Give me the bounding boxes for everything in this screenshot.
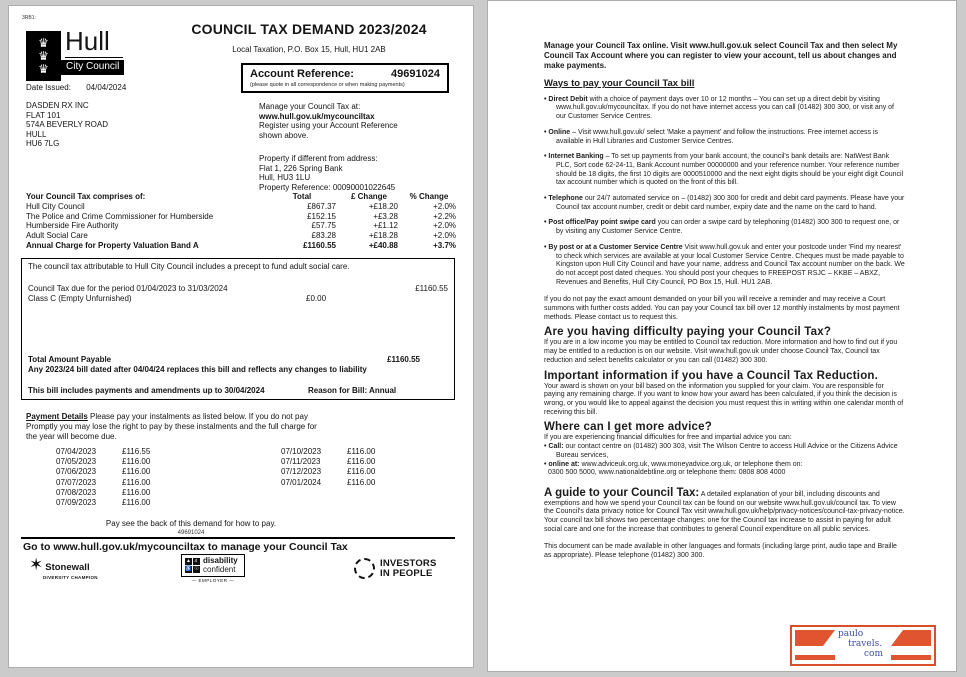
- manage-online-note: [259, 102, 398, 140]
- text-line: Flat 1, 226 Spring Bank: [259, 163, 343, 173]
- tax-component-value: +£18.20: [368, 201, 398, 211]
- bullet-item: • Post office/Pay point swipe card you can order a swipe card by telephoning (01482) 300 300 to request one, or by visiting any Customer Service Centre.: [544, 219, 900, 236]
- star-icon: ✶: [29, 555, 44, 574]
- instalment-date: 07/08/2023: [56, 487, 97, 497]
- instalment-amount: £116.00: [347, 467, 376, 477]
- investors-line1: INVESTORS: [380, 557, 437, 569]
- tax-component-value: £57.75: [311, 221, 336, 231]
- account-reference-note: (please quote in all correspondence or when making payments): [250, 82, 405, 88]
- date-issued-label: Date Issued:: [26, 83, 71, 92]
- tax-component-value: +2.0%: [433, 221, 456, 231]
- paulo-travels-watermark: [790, 625, 936, 666]
- advice-list: [544, 443, 906, 469]
- percentage-note: Your council tax bill shows two percentage changes: one for the Council tax increase to assist in paying for adult social care and one for the increase that contributes to general Council expenditure on all public services.: [544, 517, 891, 533]
- tax-component-value: £867.37: [307, 201, 336, 211]
- reminder-paragraph: If you do not pay the exact amount demanded on your bill you will receive a reminder and may receive a Court summons with further costs added. You can pay your Council tax bill over 12 monthly instalments by most payment methods. Please contact us to request this.: [544, 296, 900, 321]
- crown-icon: ♛: [38, 61, 49, 76]
- tax-component-value: +£3.28: [373, 211, 398, 221]
- instalment-amount: £116.00: [347, 457, 376, 467]
- account-reference-value: 49691024: [391, 68, 440, 80]
- text-line: Property if different from address:: [259, 154, 378, 163]
- employer-label: — EMPLOYER —: [191, 578, 235, 583]
- watermark-text: travels.: [848, 639, 883, 649]
- instalment-amount: £116.00: [122, 487, 151, 497]
- advice-phone-line: 0300 500 5000, www.nationaldebtline.org or telephone them: 0808 808 4000: [548, 469, 786, 477]
- table-caption: Your Council Tax comprises of:: [26, 192, 146, 201]
- payment-details-text: Please pay your instalments as listed below. If you do not pay: [87, 412, 308, 421]
- payment-details-title: Payment Details: [26, 412, 88, 421]
- instalment-schedule-left: [56, 447, 192, 508]
- disability-word: disability: [203, 556, 238, 565]
- instalment-date: 07/01/2024: [281, 477, 322, 487]
- instalment-date: 07/09/2023: [56, 498, 97, 508]
- instalment-date: 07/05/2023: [56, 457, 97, 467]
- difficulty-text: If you are in a low income you may be entitled to Council tax reduction. More information and how to find out if you may be entitled to a reduction is on our website. Visit www.hull.gov.uk under choose Council Tax, Council tax reduction and select benefits calculator or you can call (01482) 300 300.: [544, 339, 898, 364]
- investors-line2: IN PEOPLE: [380, 567, 433, 579]
- replacement-note: Any 2023/24 bill dated after 04/04/24 replaces this bill and reflects any changes to liability: [28, 365, 367, 374]
- guide-text: A detailed explanation of your bill, including discounts and exemptions and how we spend your Council tax can be found on our website www.hull.gov.uk/council tax. To view the Council's data privacy notice for Council Tax visit www.hull.gov.uk/help/privacy-notices/council-tax-privacy-notice.: [544, 490, 905, 516]
- disability-confident-badge: [181, 554, 245, 583]
- instalment-amount: £116.00: [122, 477, 151, 487]
- reason-for-bill: Reason for Bill: Annual: [308, 386, 397, 395]
- document-subtitle: Local Taxation, P.O. Box 15, Hull, HU1 2AB: [232, 45, 386, 54]
- bill-back-page: [487, 0, 957, 672]
- payment-details-intro: [26, 412, 366, 441]
- text-line: Hull, HU3 1LU: [259, 173, 311, 183]
- text-line: www.hull.gov.uk/mycounciltax: [259, 111, 375, 121]
- hull-city-council-crest-icon: [26, 31, 61, 81]
- tax-breakdown-table: [26, 192, 458, 251]
- bill-summary-box: [21, 258, 455, 400]
- guide-heading: A guide to your Council Tax:: [544, 486, 700, 499]
- logo-underline: [65, 57, 123, 58]
- guide-paragraph: [544, 486, 906, 535]
- property-address-note: [259, 154, 395, 192]
- watermark-text: paulo: [838, 629, 864, 639]
- tax-component-label: Adult Social Care: [26, 231, 88, 241]
- tax-component-label: Humberside Fire Authority: [26, 221, 119, 231]
- instalment-amount: £116.00: [122, 457, 151, 467]
- ways-to-pay-heading: Ways to pay your Council Tax bill: [544, 78, 695, 89]
- pay-back-note: Pay see the back of this demand for how to pay.: [105, 519, 277, 528]
- tax-component-value: +3.7%: [433, 240, 456, 250]
- bill-front-page: [8, 5, 474, 668]
- column-header-change: £ Change: [350, 192, 387, 201]
- instalment-amount: £116.00: [122, 498, 151, 508]
- advice-intro: If you are experiencing financial difficulties for free and impartial advice you can:: [544, 434, 792, 442]
- instalment-date: 07/11/2023: [281, 457, 321, 467]
- tax-component-value: +2.0%: [433, 201, 456, 211]
- reduction-heading: Important information if you have a Council Tax Reduction.: [544, 369, 879, 382]
- tax-component-value: +£40.88: [368, 240, 398, 250]
- class-amount: £0.00: [306, 294, 327, 303]
- bullet-item: • Direct Debit with a choice of payment days over 10 or 12 months – You can set up a direct debit by visiting www.hull.gov.uk/mycounciltax. If you do not have internet access you can call (01482) 300 300, or visit any of our Customer Service Centres.: [544, 95, 894, 121]
- tax-component-value: +2.0%: [433, 231, 456, 241]
- divider-rule: [21, 537, 455, 539]
- stonewall-label: Stonewall: [45, 562, 90, 573]
- period-amount: £1160.55: [415, 284, 448, 293]
- class-label: Class C (Empty Unfurnished): [28, 294, 132, 303]
- payment-details-text: the year will become due.: [26, 431, 117, 441]
- confident-word: confident: [203, 565, 236, 574]
- date-issued-row: [26, 83, 126, 92]
- instalment-date: 07/10/2023: [281, 447, 322, 456]
- account-ref-small: 49691024: [177, 530, 205, 536]
- text-line: shown above.: [259, 130, 309, 140]
- instalment-date: 07/04/2023: [56, 447, 97, 456]
- manage-council-tax-footer: Go to www.hull.gov.uk/mycounciltax to manage your Council Tax: [23, 541, 348, 553]
- precept-note: The council tax attributable to Hull City Council includes a precept to fund adult social care.: [28, 262, 350, 271]
- bullet-item: • Call: our contact centre on (01482) 300 303, visit The Wilson Centre to access Hull Advice or the Citizens Advice Bureau services,: [544, 443, 898, 459]
- print-batch-code: 3RB1:: [22, 15, 36, 21]
- tax-component-label: Hull City Council: [26, 201, 85, 211]
- includes-note: This bill includes payments and amendments up to 30/04/2024: [28, 386, 265, 395]
- text-line: HU6 7LG: [26, 139, 60, 149]
- logo-wordmark: Hull: [65, 26, 110, 56]
- manage-online-intro: Manage your Council Tax online. Visit www.hull.gov.uk select Council Tax and then select My Council Tax Account where you can register to view your account, tell us about changes and make payments.: [544, 41, 898, 70]
- crown-icon: ♛: [38, 35, 49, 50]
- instalment-amount: £116.00: [347, 447, 376, 456]
- bullet-item: • online at: www.adviceuk.org.uk, www.moneyadvice.org.uk, or telephone them on:: [544, 460, 803, 468]
- tax-component-label: The Police and Crime Commissioner for Humberside: [26, 211, 214, 221]
- instalment-date: 07/12/2023: [281, 467, 322, 477]
- bullet-item: • By post or at a Customer Service Centre Visit www.hull.gov.uk and enter your postcode under 'Find my nearest' to check which services are available at your local Customer Service Centre. Cheques must be made payable to Kingston upon Hull City Council and have your name, address and Council Tax account number on the back. We do not accept post dated cheques. You should post your cheques to FREEPOST RSJC – KKBE – ABXZ, Revenues and Benefits, Hull City Council, PO Box 15, Hull. HU1 2AB.: [544, 243, 905, 286]
- column-header-pct-change: % Change: [409, 192, 449, 201]
- total-payable-amount: £1160.55: [387, 355, 420, 364]
- tax-component-value: +2.2%: [433, 211, 456, 221]
- instalment-date: 07/06/2023: [56, 467, 97, 477]
- stonewall-badge: [29, 557, 98, 580]
- text-line: HULL: [26, 129, 47, 139]
- reduction-text: Your award is shown on your bill based on the information you supplied for your claim. You are responsible for paying any remaining charge. If you want to know how your award has been calculated, if you think the decision is wrong, or you would like to appeal against the decision you must request this in writing within one calendar month of receiving this bill.: [544, 382, 904, 416]
- tax-component-label: Annual Charge for Property Valuation Band A: [26, 240, 199, 250]
- text-line: DASDEN RX INC: [26, 101, 89, 110]
- disability-confident-icon: ▲ ♬ ♿ ☉: [185, 558, 199, 572]
- document-title: COUNCIL TAX DEMAND 2023/2024: [191, 21, 427, 37]
- payment-details-text: Promptly you may lose the right to pay by these instalments and the full charge for: [26, 421, 317, 431]
- watermark-bar-icon: [891, 655, 931, 660]
- stonewall-sublabel: DIVERSITY CHAMPION: [43, 575, 98, 580]
- recipient-address: [26, 101, 108, 149]
- watermark-bar-icon: [795, 655, 835, 660]
- text-line: Register using your Account Reference: [259, 121, 398, 131]
- logo-subtitle: City Council: [61, 60, 124, 75]
- tax-component-value: £152.15: [307, 211, 336, 221]
- watermark-shape-icon: [891, 630, 931, 646]
- bullet-item: • Online – Visit www.hull.gov.uk/ select 'Make a payment' and follow the instructions. Free internet access is available in Hull Libraries and Customer Service Centres.: [544, 128, 879, 145]
- languages-note: This document can be made available in other languages and formats (including large print, audio tape and Braille as appropriate). Please telephone (01482) 300 300.: [544, 543, 897, 560]
- tax-component-value: £1160.55: [303, 240, 336, 250]
- account-reference-label: Account Reference:: [250, 68, 354, 80]
- ways-to-pay-list: [544, 96, 906, 288]
- date-issued-value: 04/04/2024: [86, 83, 127, 92]
- text-line: 574A BEVERLY ROAD: [26, 120, 108, 130]
- tax-component-value: £83.28: [311, 231, 336, 241]
- instalment-date: 07/07/2023: [56, 477, 97, 487]
- investors-in-people-badge: [354, 558, 437, 579]
- total-payable-label: Total Amount Payable: [28, 355, 112, 364]
- account-reference-box: [241, 63, 449, 93]
- tax-component-value: +£1.12: [373, 221, 398, 231]
- text-line: FLAT 101: [26, 110, 61, 120]
- crown-icon: ♛: [38, 48, 49, 63]
- bullet-item: • Internet Banking – To set up payments from your bank account, the council's bank details are: NatWest Bank PLC, Sort code 62-24-11, Bank Account number 00000000 and your reference number. Your reference number should be 18 digits, the first 10 digits are 0000510000 and the next eight digits should be your eight digit Council tax account number which is quoted on the front of this bill.: [544, 153, 904, 187]
- tax-component-value: +£18.28: [368, 231, 398, 241]
- period-label: Council Tax due for the period 01/04/2023 to 31/03/2024: [28, 284, 228, 293]
- text-line: Property Reference: 00090001022645: [259, 182, 396, 192]
- watermark-text: com: [864, 649, 883, 659]
- laurel-wreath-icon: [354, 558, 375, 579]
- instalment-amount: £116.00: [122, 467, 151, 477]
- bullet-item: • Telephone our 24/7 automated service on – (01482) 300 300 for credit and debit card payments. Please have your Council tax account number, credit or debit card number, expiry date and the name on the card to hand.: [544, 195, 905, 211]
- instalment-amount: £116.00: [347, 477, 376, 487]
- instalment-amount: £116.55: [122, 447, 151, 456]
- difficulty-heading: Are you having difficulty paying your Council Tax?: [544, 326, 832, 339]
- column-header-total: Total: [292, 192, 312, 201]
- advice-heading: Where can I get more advice?: [544, 421, 712, 434]
- instalment-schedule-right: [281, 447, 417, 488]
- watermark-shape-icon: [795, 630, 835, 646]
- text-line: Manage your Council Tax at:: [259, 102, 361, 111]
